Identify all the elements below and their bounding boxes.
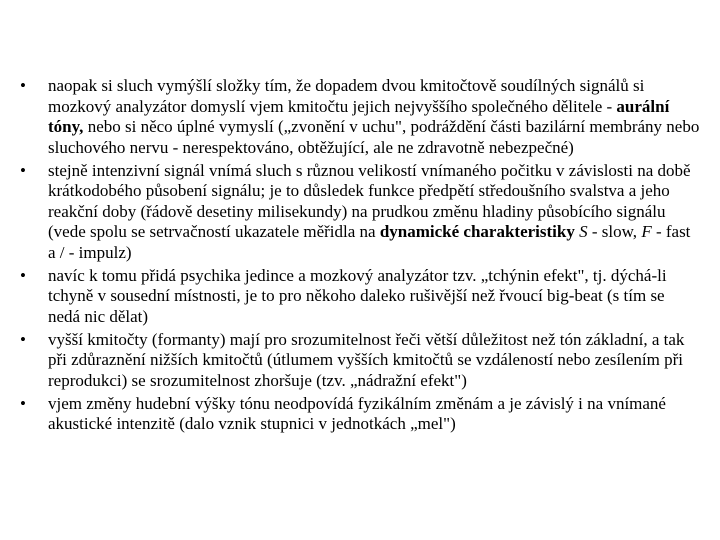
bullet-item-pitch-perception [20,394,700,435]
bullet-dot-icon: • [20,160,26,180]
bullet-text: vyšší kmitočty (formanty) mají pro srozumitelnost řeči větší důležitost než tón základní, a tak při zdůraznění nižších kmitočtů (útlumem vyšších kmitočtů se vzdáleností nebo zesílením při reprodukci) se srozumitelnost zhoršuje (tzv. „nádražní efekt") [48,329,685,390]
bullet-text: naopak si sluch vymýšlí složky tím, že dopadem dvou kmitočtově soudílných signálů si mozkový analyzátor domyslí vjem kmitočtu jejich nejvyššího společného dělitele - aurální tóny, nebo si něco úplné vymyslí („zvonění v uchu", podráždění části bazilární membrány nebo sluchového nervu - nerespektováno, obtěžující, ale ne zdravotně nebezpečné) [48,76,700,157]
slow-symbol: S [579,222,588,241]
bullet-text: navíc k tomu přidá psychika jedince a mozkový analyzátor tzv. „tchýnin efekt", tj. dýchá-li tchyně v sousední místnosti, je to pro někoho daleko rušivější než řvoucí big-beat (s tím se nedá nic dělat) [48,265,667,326]
bullet-item-mother-in-law-effect [20,266,700,328]
bullet-dot-icon: • [20,329,26,349]
bullet-dot-icon: • [20,393,26,413]
aural-tones-term: aurální tóny, [48,96,670,136]
bullet-item-dynamic-characteristics [20,161,700,264]
dynamic-characteristics-term: dynamické charakteristiky [379,222,575,241]
bullet-item-formants [20,330,700,392]
fast-symbol: F [641,222,652,241]
bullet-text: stejně intenzivní signál vnímá sluch s různou velikostí vnímaného počitku v závislosti na době krátkodobého působení signálu; je to důsledek funkce předpětí středoušního svalstva a jeho reakční doby (řádově desetiny milisekundy) na prudkou změnu hladiny působícího signálu (vede spolu se setrvačností ukazatele měřidla na dynamické charakteristiky S - slow, F - fast a / - impulz) [48,160,691,262]
bullet-dot-icon: • [20,265,26,285]
bullet-text: vjem změny hudební výšky tónu neodpovídá fyzikálním změnám a je závislý i na vnímané akustické intenzitě (dalo vznik stupnici v jednotkách „mel") [48,393,666,433]
bullet-list [20,76,700,437]
bullet-dot-icon: • [20,76,26,95]
bullet-item-aural-tones [20,76,700,158]
